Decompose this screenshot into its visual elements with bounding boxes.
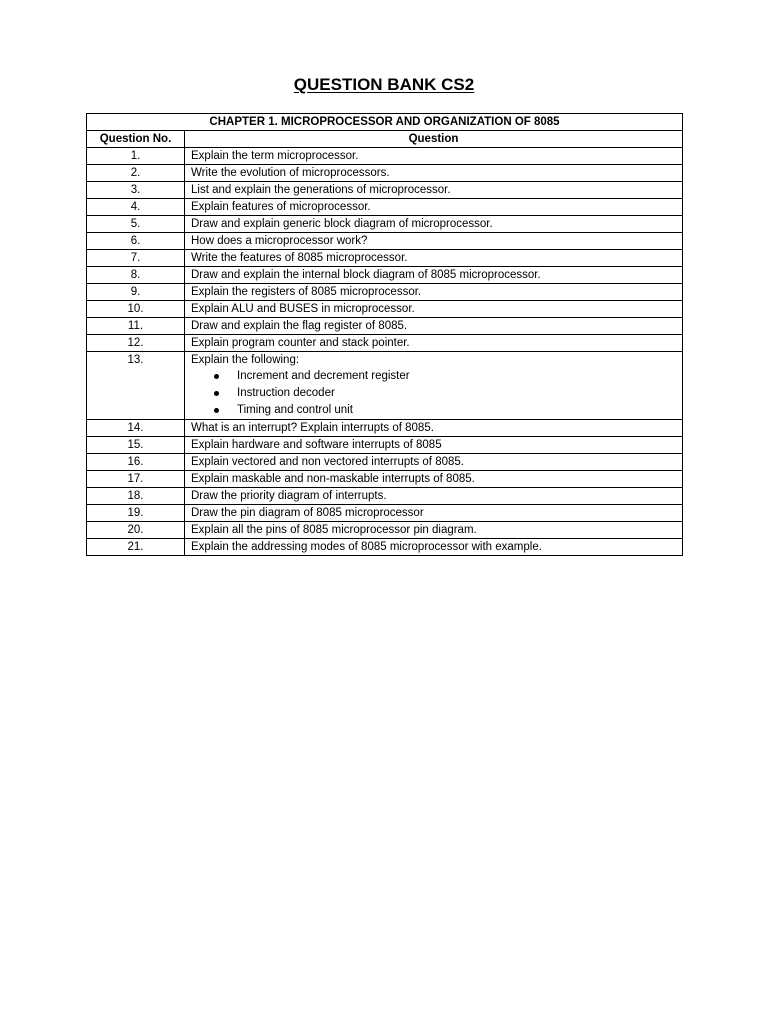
- question-number: 18.: [87, 488, 185, 505]
- table-row: [87, 454, 683, 471]
- question-number: 15.: [87, 437, 185, 454]
- question-number: 12.: [87, 335, 185, 352]
- table-row: [87, 199, 683, 216]
- question-cell: [185, 335, 683, 352]
- table-row: [87, 352, 683, 420]
- question-cell: [185, 165, 683, 182]
- question-cell: [185, 199, 683, 216]
- chapter-heading: CHAPTER 1. MICROPROCESSOR AND ORGANIZATION OF 8085: [87, 114, 683, 131]
- question-number: 1.: [87, 148, 185, 165]
- table-row: [87, 250, 683, 267]
- sub-question-item: [213, 368, 676, 385]
- question-cell: [185, 454, 683, 471]
- chapter-heading-row: [87, 114, 683, 131]
- question-cell: [185, 267, 683, 284]
- question-number: 2.: [87, 165, 185, 182]
- question-number: 10.: [87, 301, 185, 318]
- question-rows: [87, 148, 683, 556]
- question-text: Explain maskable and non-maskable interrupts of 8085.: [191, 473, 475, 485]
- sub-question-text: Timing and control unit: [237, 404, 353, 416]
- table-row: [87, 539, 683, 556]
- sub-question-text: Instruction decoder: [237, 387, 335, 399]
- table-row: [87, 437, 683, 454]
- sub-question-item: [213, 402, 676, 419]
- question-text: Explain ALU and BUSES in microprocessor.: [191, 303, 415, 315]
- bullet-icon: [214, 408, 219, 413]
- question-cell: [185, 148, 683, 165]
- column-header-row: [87, 131, 683, 148]
- question-number: 4.: [87, 199, 185, 216]
- question-text: Draw the priority diagram of interrupts.: [191, 490, 387, 502]
- question-text: Write the evolution of microprocessors.: [191, 167, 390, 179]
- question-text: Explain the following:: [191, 354, 300, 366]
- question-number: 11.: [87, 318, 185, 335]
- question-text: Explain program counter and stack pointer.: [191, 337, 410, 349]
- table-row: [87, 148, 683, 165]
- question-text: List and explain the generations of microprocessor.: [191, 184, 451, 196]
- table-row: [87, 488, 683, 505]
- table-row: [87, 233, 683, 250]
- question-number: 3.: [87, 182, 185, 199]
- question-text: Draw the pin diagram of 8085 microprocessor: [191, 507, 424, 519]
- sub-question-list: [191, 368, 676, 419]
- question-number: 8.: [87, 267, 185, 284]
- question-cell: [185, 539, 683, 556]
- table-row: [87, 318, 683, 335]
- question-text: Draw and explain generic block diagram of microprocessor.: [191, 218, 493, 230]
- question-number: 9.: [87, 284, 185, 301]
- table-row: [87, 216, 683, 233]
- question-cell: [185, 352, 683, 420]
- question-cell: [185, 522, 683, 539]
- question-table: [86, 113, 683, 556]
- question-number: 6.: [87, 233, 185, 250]
- question-text: Explain features of microprocessor.: [191, 201, 371, 213]
- column-header-question: Question: [185, 131, 683, 148]
- table-row: [87, 182, 683, 199]
- sub-question-item: [213, 385, 676, 402]
- question-cell: [185, 505, 683, 522]
- question-text: Explain the registers of 8085 microprocessor.: [191, 286, 422, 298]
- question-text: How does a microprocessor work?: [191, 235, 368, 247]
- bullet-icon: [214, 391, 219, 396]
- page-title: QUESTION BANK CS2: [293, 75, 475, 94]
- question-text: Explain the addressing modes of 8085 microprocessor with example.: [191, 541, 542, 553]
- question-text: Write the features of 8085 microprocessor.: [191, 252, 408, 264]
- question-cell: [185, 471, 683, 488]
- bullet-icon: [214, 374, 219, 379]
- table-row: [87, 267, 683, 284]
- question-cell: [185, 318, 683, 335]
- sub-question-text: Increment and decrement register: [237, 370, 410, 382]
- question-cell: [185, 216, 683, 233]
- question-number: 19.: [87, 505, 185, 522]
- question-text: Explain the term microprocessor.: [191, 150, 359, 162]
- question-text: Explain all the pins of 8085 microprocessor pin diagram.: [191, 524, 477, 536]
- table-row: [87, 522, 683, 539]
- question-cell: [185, 182, 683, 199]
- question-text: What is an interrupt? Explain interrupts of 8085.: [191, 422, 434, 434]
- table-row: [87, 301, 683, 318]
- question-cell: [185, 420, 683, 437]
- question-text: Draw and explain the flag register of 8085.: [191, 320, 408, 332]
- question-number: 13.: [87, 352, 185, 420]
- question-number: 17.: [87, 471, 185, 488]
- question-cell: [185, 488, 683, 505]
- question-text: Explain vectored and non vectored interrupts of 8085.: [191, 456, 464, 468]
- question-number: 16.: [87, 454, 185, 471]
- question-number: 5.: [87, 216, 185, 233]
- question-cell: [185, 437, 683, 454]
- table-row: [87, 284, 683, 301]
- table-row: [87, 420, 683, 437]
- table-row: [87, 505, 683, 522]
- table-row: [87, 335, 683, 352]
- question-number: 7.: [87, 250, 185, 267]
- question-text: Draw and explain the internal block diagram of 8085 microprocessor.: [191, 269, 541, 281]
- table-row: [87, 471, 683, 488]
- column-header-number: Question No.: [87, 131, 185, 148]
- question-number: 20.: [87, 522, 185, 539]
- question-cell: [185, 301, 683, 318]
- question-cell: [185, 233, 683, 250]
- question-number: 21.: [87, 539, 185, 556]
- question-cell: [185, 250, 683, 267]
- question-text: Explain hardware and software interrupts of 8085: [191, 439, 442, 451]
- question-cell: [185, 284, 683, 301]
- table-row: [87, 165, 683, 182]
- question-number: 14.: [87, 420, 185, 437]
